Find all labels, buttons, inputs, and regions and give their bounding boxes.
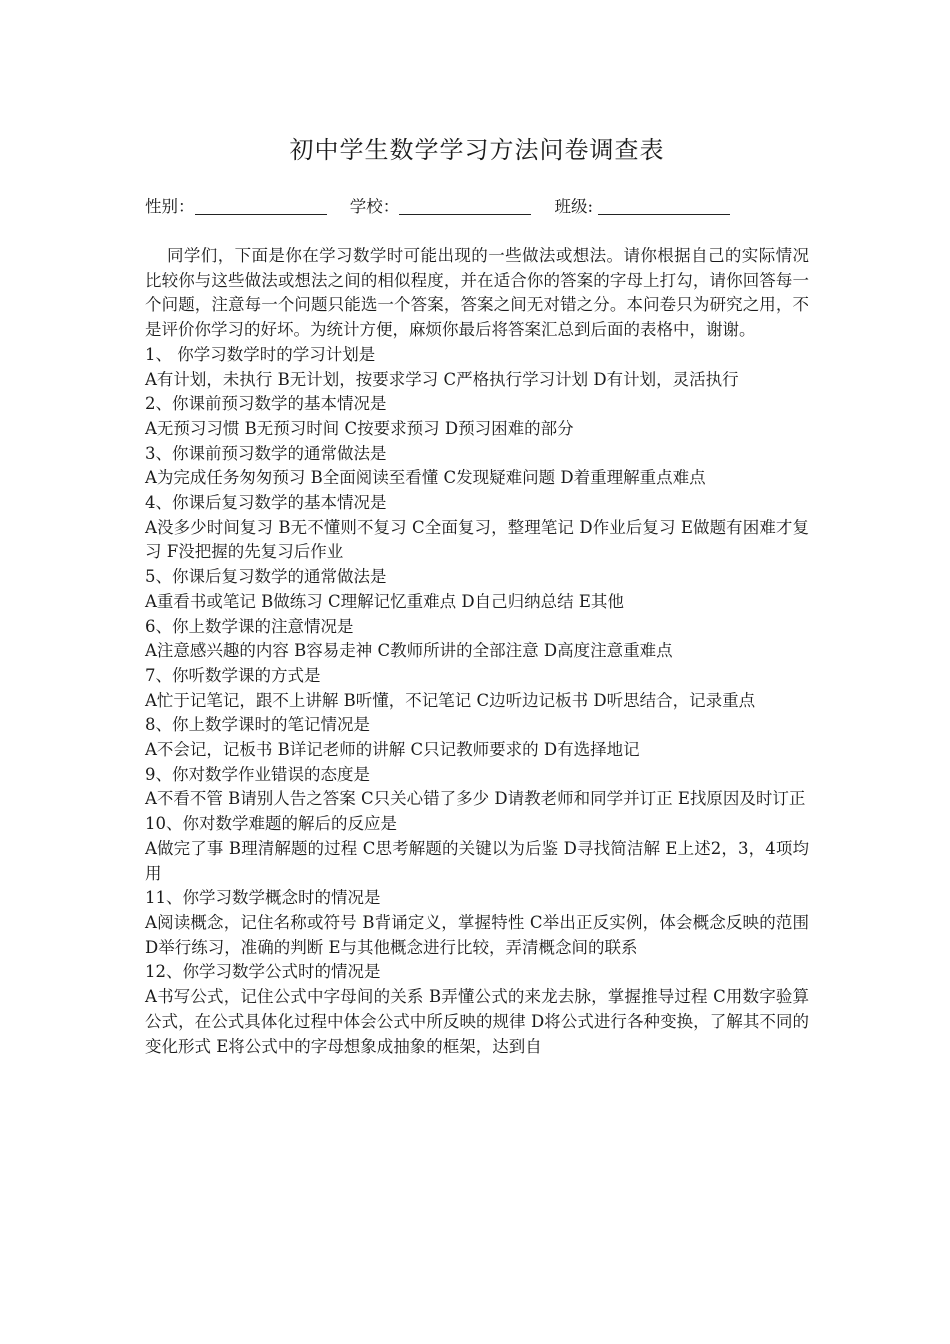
question-11: 11、你学习数学概念时的情况是 <box>145 888 381 908</box>
questionnaire-body <box>145 244 809 1059</box>
page-title: 初中学生数学学习方法问卷调查表 <box>289 136 665 164</box>
options-2: A无预习习惯 B无预习时间 C按要求预习 D预习困难的部分 <box>145 418 574 438</box>
school-label: 学校： <box>349 197 400 216</box>
options-10: A做完了事 B理清解题的过程 C思考解题的关键以为后鉴 D寻找简洁解 E上述2，3，4项均用 <box>145 838 809 883</box>
class-label: 班级: <box>554 197 594 216</box>
question-6: 6、你上数学课的注意情况是 <box>145 616 354 636</box>
question-8: 8、你上数学课时的笔记情况是 <box>145 715 370 735</box>
question-7: 7、你听数学课的方式是 <box>145 665 321 685</box>
options-9: A不看不管 B请别人告之答案 C只关心错了多少 D请教老师和同学并订正 E找原因及时订正 <box>145 789 806 809</box>
question-12: 12、你学习数学公式时的情况是 <box>145 962 381 982</box>
options-3: A为完成任务匆匆预习 B全面阅读至看懂 C发现疑难问题 D着重理解重点难点 <box>145 468 706 488</box>
question-9: 9、你对数学作业错误的态度是 <box>145 764 370 784</box>
options-4: A没多少时间复习 B无不懂则不复习 C全面复习，整理笔记 D作业后复习 E做题有困难才复习 F没把握的先复习后作业 <box>145 517 809 562</box>
questionnaire-page <box>145 128 809 1059</box>
gender-label: 性别： <box>145 197 195 216</box>
options-7: A忙于记笔记，跟不上讲解 B听懂，不记笔记 C边听边记板书 D听思结合，记录重点 <box>145 690 756 710</box>
gender-blank[interactable] <box>195 196 327 215</box>
options-8: A不会记，记板书 B详记老师的讲解 C只记教师要求的 D有选择地记 <box>145 740 640 760</box>
question-5: 5、你课后复习数学的通常做法是 <box>145 567 387 587</box>
class-blank[interactable] <box>598 196 730 215</box>
intro-paragraph: 同学们，下面是你在学习数学时可能出现的一些做法或想法。请你根据自己的实际情况比较你与这些做法或想法之间的相似程度，并在适合你的答案的字母上打勾，请你回答每一个问题，注意每一个问题只能选一个答案，答案之间无对错之分。本问卷只为研究之用，不是评价你学习的好坏。为统计方便，麻烦你最后将答案汇总到后面的表格中，谢谢。 <box>145 246 809 340</box>
question-3: 3、你课前预习数学的通常做法是 <box>145 443 387 463</box>
options-11: A阅读概念，记住名称或符号 B背诵定义，掌握特性 C举出正反实例，体会概念反映的范围 D举行练习，准确的判断 E与其他概念进行比较，弄清概念间的联系 <box>145 912 809 957</box>
options-6: A注意感兴趣的内容 B容易走神 C教师所讲的全部注意 D高度注意重难点 <box>145 641 673 661</box>
options-12: A书写公式，记住公式中字母间的关系 B弄懂公式的来龙去脉，掌握推导过程 C用数字验算公式，在公式具体化过程中体会公式中所反映的规律 D将公式进行各种变换，了解其不同的变化形式 E将公式中的字母想象成抽象的框架，达到自 <box>145 987 809 1056</box>
respondent-info-row <box>145 186 809 228</box>
question-1: 1、 你学习数学时的学习计划是 <box>145 344 376 364</box>
question-4: 4、你课后复习数学的基本情况是 <box>145 493 387 513</box>
question-10: 10、你对数学难题的解后的反应是 <box>145 814 397 834</box>
school-blank[interactable] <box>399 196 531 215</box>
options-5: A重看书或笔记 B做练习 C理解记忆重难点 D自己归纳总结 E其他 <box>145 591 624 611</box>
options-1: A有计划，未执行 B无计划，按要求学习 C严格执行学习计划 D有计划，灵活执行 <box>145 369 739 389</box>
question-2: 2、你课前预习数学的基本情况是 <box>145 394 387 414</box>
